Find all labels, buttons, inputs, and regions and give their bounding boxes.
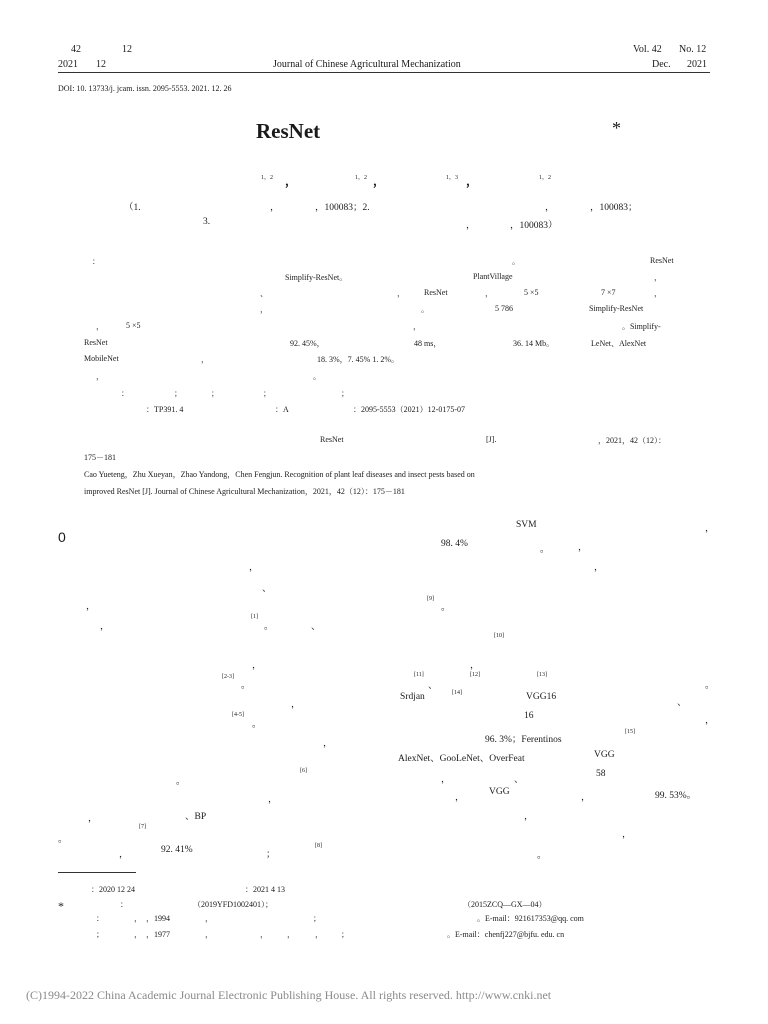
footnote-author1-email: 。E-mail：921617353@qq. com [477,914,584,923]
abstract-period-2: 。 [421,305,429,314]
right-col-vgg16: VGG16 [526,692,557,702]
right-col-ref-14: [14] [452,690,462,696]
right-col-punct-14: ， [581,793,591,803]
right-col-accuracy-9953: 99. 53%。 [655,791,697,801]
footnote-author2-comma: ， [134,930,142,939]
right-col-punct-3: ， [578,543,588,553]
abstract-comma-h: ， [201,355,209,364]
right-col-ref-13: [13] [537,672,547,678]
right-col-punct-7: 、 [428,681,438,691]
abstract-sample-count: 5 786 [495,304,513,313]
affiliation-zip-2: ，100083； [590,203,638,213]
footnote-rule [58,872,136,873]
copyright-watermark: (C)1994-2022 China Academic Journal Electronic Publishing House. All rights reserved. http://www.cnki.net [26,988,552,1002]
right-col-punct-5: 。 [441,603,451,613]
footnote-revised-date: ：2021 4 13 [245,885,285,894]
citation-year-volume: ，2021，42（12）： [598,436,666,445]
abstract-kernel-7x7: 7 ×7 [601,288,616,297]
footnote-author2-colon: ； [96,930,104,939]
abstract-time: 48 ms， [414,339,442,348]
document-code: ：A [275,405,289,414]
abstract-kernel-5x5-2: 5 ×5 [126,321,141,330]
abstract-resnet-2: ResNet [424,288,448,297]
right-col-punct-11: ， [441,775,451,785]
right-col-ref-10: [10] [494,633,504,639]
citation-type: [J]. [486,435,497,444]
left-col-punct-4b: 、 [311,622,321,632]
footnote-received-date: ：2020 12 24 [91,885,135,894]
keywords-sep-3: ； [263,389,271,398]
abstract-label-colon: ： [92,257,100,266]
abstract-resnet-3: ResNet [84,338,108,347]
doi: DOI: 10. 13733/j. jcam. issn. 2095-5553. 2021. 12. 26 [58,84,232,93]
author-sup-3: 1，3 [446,175,459,181]
abstract-plantvillage: PlantVillage [473,272,513,281]
footnote-star: * [58,899,64,913]
right-col-models: AlexNet、GooLeNet、OverFeat [398,754,525,764]
footnote-author2-comma-4: ， [287,930,295,939]
article-number: ：2095-5553（2021）12-0175-07 [353,405,465,414]
right-col-srdjan: Srdjan [400,692,425,702]
left-col-punct-1: ， [249,563,259,573]
left-col-punct-13: 。 [58,835,68,845]
right-col-svm: SVM [516,520,537,530]
title-footnote-star: * [612,118,621,138]
header-rule [58,72,710,73]
right-col-punct-8: 。 [705,681,715,691]
abstract-accuracy: 92. 45%， [290,339,325,348]
right-col-punct-16: ， [622,830,632,840]
header-journal-name: Journal of Chinese Agricultural Mechanization [273,59,461,70]
affiliation-zip-3: ，100083） [510,221,558,231]
author-sep-3: ， [466,174,479,188]
left-col-accuracy-9241: 92. 41% [161,845,193,855]
keywords-sep-2: ； [211,389,219,398]
abstract-kernel-5x5-1: 5 ×5 [524,288,539,297]
right-col-punct-1: ， [705,524,715,534]
right-col-layers-16: 16 [524,711,534,721]
left-col-ref-6: [6] [300,768,307,774]
author-sep-1: ， [285,174,298,188]
header-issue-en: No. 12 [679,44,707,55]
right-col-punct-17: 。 [537,851,547,861]
footnote-author1-year: ，1994 [146,914,170,923]
section-number: 0 [58,529,66,545]
right-col-punct-15: ， [524,812,534,822]
header-month-cn: 12 [96,59,106,70]
affiliation-comma-3: ， [466,221,476,231]
right-col-punct-10: ， [705,716,715,726]
abstract-dun-1: 、 [260,289,268,298]
header-date-en: Dec. [652,59,671,70]
footnote-author1-comma-2: ， [205,914,213,923]
footnote-author1-colon: ： [96,914,104,923]
right-col-ref-12: [12] [470,672,480,678]
affiliation-zip-1: ，100083；2. [315,203,370,213]
author-sup-4: 1，2 [539,175,552,181]
right-col-punct-9: 、 [677,698,687,708]
header-issue-cn: 12 [122,44,132,55]
right-col-punct-13: ， [455,793,465,803]
abstract-comma-e: ， [260,305,268,314]
left-col-punct-12: ， [88,814,98,824]
author-sup-2: 1，2 [355,175,368,181]
left-col-punct-14: ， [119,850,129,860]
abstract-resnet-1: ResNet [650,256,674,265]
right-col-ref-9: [9] [427,596,434,602]
abstract-percentages: 18. 3%，7. 45% 1. 2%。 [317,355,399,364]
left-col-punct-7: ， [291,700,301,710]
keywords-sep-4: ； [341,389,349,398]
left-col-punct-6: 。 [241,681,251,691]
page-title-keyword: ResNet [256,119,321,143]
right-col-punct-2: 。 [540,545,550,555]
affiliation-3-start: 3. [203,217,211,227]
footnote-author1-semicolon: ； [313,914,321,923]
right-col-vgg: VGG [594,750,615,760]
author-sup-1: 1，2 [261,175,274,181]
left-col-ref-8: [8] [315,843,322,849]
left-col-punct-11: ， [268,795,278,805]
citation-en-line-2: improved ResNet [J]. Journal of Chinese Agricultural Mechanization，2021，42（12）：175－181 [84,487,405,496]
header-year-en: 2021 [687,59,707,70]
footnote-author2-email: 。E-mail：chenfj227@bjfu. edu. cn [447,930,565,939]
footnote-author2-semicolon: ； [341,930,349,939]
right-col-punct-6: ， [470,661,480,671]
header-volume-en: Vol. 42 [633,44,662,55]
citation-resnet: ResNet [320,435,344,444]
left-col-punct-2: 、 [262,584,272,594]
right-col-ref-11: [11] [414,672,424,678]
footnote-fund-2: （2015ZCQ—GX—04） [463,900,547,909]
affiliation-comma-1: ， [270,203,280,213]
right-col-vgg-2: VGG [489,787,510,797]
right-col-punct-4: ， [594,563,604,573]
abstract-compared-models: LeNet、AlexNet [591,339,647,348]
left-col-punct-10: 。 [176,777,186,787]
left-col-punct-8: 。 [252,720,262,730]
keywords-label-colon: ： [121,389,129,398]
affiliation-1-start: （1. [124,203,141,213]
header-volume-cn: 42 [71,44,81,55]
right-col-classes-58: 58 [596,769,606,779]
left-col-bp: 、BP [185,812,207,822]
author-sep-2: ， [373,174,386,188]
abstract-comma-d: ， [654,289,662,298]
clc-number: ：TP391. 4 [146,405,184,414]
left-col-punct-5: ， [252,661,262,671]
right-col-ferentinos: 96. 3%；Ferentinos [485,735,562,745]
right-col-punct-12: 、 [514,775,524,785]
left-col-punct-4a: 。 [264,622,274,632]
footnote-author2-comma-2: ， [205,930,213,939]
abstract-period-3: 。 [313,372,321,381]
right-col-accuracy-984: 98. 4% [441,539,468,549]
footnote-fund-1: （2019YFD1002401）； [193,900,274,909]
abstract-period-1: 。 [512,257,520,266]
footnote-fund-colon: ： [120,900,128,909]
citation-pages: 175－181 [84,453,116,462]
left-col-punct-4c: ， [100,622,110,632]
footnote-author2-comma-3: ， [260,930,268,939]
abstract-simplify-resnet-2: Simplify-ResNet [589,304,644,313]
footnote-author2-comma-5: ， [315,930,323,939]
footnote-author2-year: ，1977 [146,930,170,939]
abstract-comma-i: ， [96,372,104,381]
abstract-model-size: 36. 14 Mb。 [513,339,555,348]
abstract-simplify-resnet-1: Simplify-ResNet。 [285,273,348,282]
citation-en-line-1: Cao Yueteng，Zhu Xueyan，Zhao Yandong，Chen Fengjun. Recognition of plant leaf diseases and insect pests based on [84,470,475,479]
left-col-punct-3: ， [86,602,96,612]
abstract-comma-c: ， [485,289,493,298]
footnote-author1-comma: ， [134,914,142,923]
abstract-comma-a: ， [654,273,662,282]
abstract-simplify-resnet-3: 。Simplify- [622,322,661,331]
left-col-punct-9: ， [323,739,333,749]
abstract-comma-f: ， [96,322,104,331]
left-col-ref-2-3: [2-3] [222,674,234,680]
abstract-comma-g: ， [413,322,421,331]
left-col-ref-1: [1] [251,614,258,620]
abstract-mobilenet: MobileNet [84,354,119,363]
keywords-sep-1: ； [174,389,182,398]
right-col-ref-15: [15] [625,729,635,735]
left-col-ref-4-5: [4-5] [232,712,244,718]
abstract-comma-b: ， [397,289,405,298]
left-col-ref-7: [7] [139,824,146,830]
affiliation-comma-2: ， [545,203,555,213]
header-year: 2021 [58,59,78,70]
left-col-semicolon: ； [266,850,276,860]
